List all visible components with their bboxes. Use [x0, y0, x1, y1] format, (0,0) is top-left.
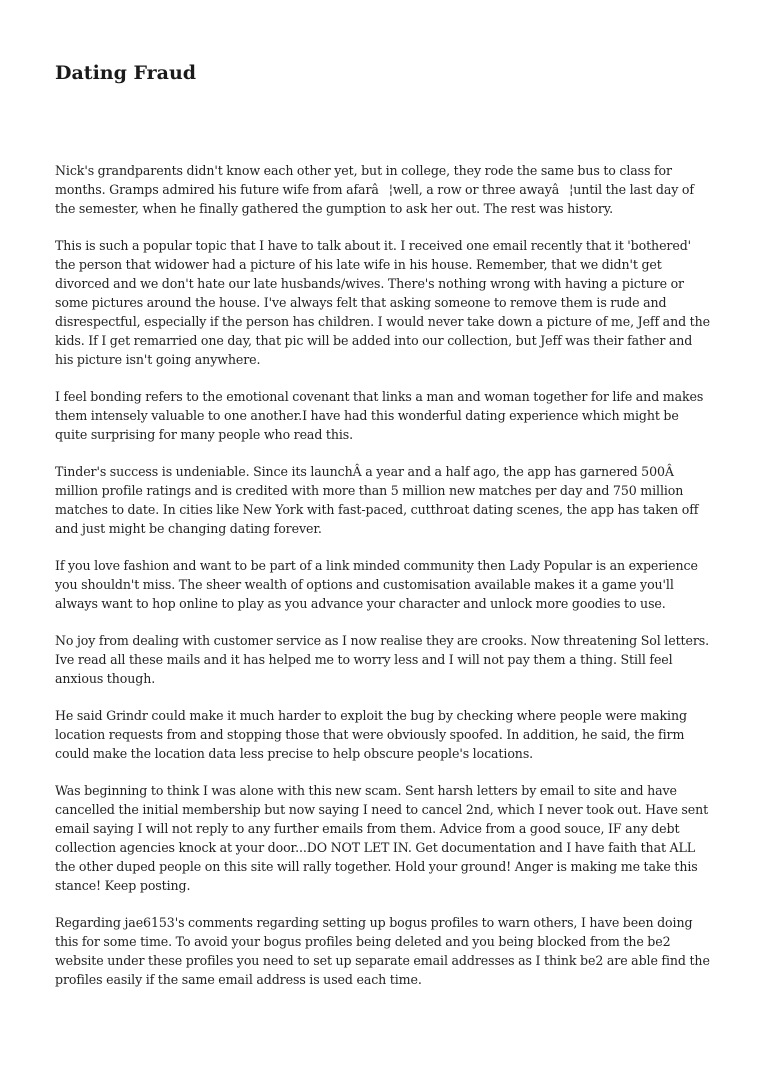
article-body: [55, 161, 713, 1007]
paragraph-8: Was beginning to think I was alone with this new scam. Sent harsh letters by email to site and have cancelled the initial membership but now saying I need to cancel 2nd, which I never took out. Have sent email saying I will not reply to any further emails from them. Advice from a good souce, IF any debt collection agencies knock at your door...DO NOT LET IN. Get documentation and I have faith that ALL the other duped people on this site will rally together. Hold your ground! Anger is making me take this stance! Keep posting.: [55, 783, 709, 893]
paragraph-6: No joy from dealing with customer service as I now realise they are crooks. Now threatening Sol letters. Ive read all these mails and it has helped me to worry less and I will not pay them a thing. Still feel anxious though.: [55, 633, 710, 686]
paragraph-2: This is such a popular topic that I have to talk about it. I received one email recently that it 'bothered' the person that widower had a picture of his late wife in his house. Remember, that we didn't get divorced and we don't hate our late husbands/wives. There's nothing wrong with having a picture or some pictures around the house. I've always felt that asking someone to remove them is rude and disrespectful, especially if the person has children. I would never take down a picture of me, Jeff and the kids. If I get remarried one day, that pic will be added into our collection, but Jeff was their father and his picture isn't going anywhere.: [55, 238, 710, 367]
paragraph-1: Nick's grandparents didn't know each other yet, but in college, they rode the same bus to class for months. Gramps admired his future wife from afarâ¦well, a row or three awayâ¦until the last day of the semester, when he finally gathered the gumption to ask her out. The rest was history.: [55, 163, 694, 216]
paragraph-7: He said Grindr could make it much harder to exploit the bug by checking where people were making location requests from and stopping those that were obviously spoofed. In addition, he said, the firm could make the location data less precise to help obscure people's locations.: [55, 708, 687, 761]
paragraph-4: Tinder's success is undeniable. Since its launchÂ a year and a half ago, the app has garnered 500Â million profile ratings and is credited with more than 5 million new matches per day and 750 million matches to date. In cities like New York with fast-paced, cutthroat dating scenes, the app has taken off and just might be changing dating forever.: [55, 464, 699, 536]
paragraph-5: If you love fashion and want to be part of a link minded community then Lady Popular is an experience you shouldn't miss. The sheer wealth of options and customisation available makes it a game you'll always want to hop online to play as you advance your character and unlock more goodies to use.: [55, 558, 698, 611]
paragraph-9: Regarding jae6153's comments regarding setting up bogus profiles to warn others, I have been doing this for some time. To avoid your bogus profiles being deleted and you being blocked from the be2 website under these profiles you need to set up separate email addresses as I think be2 are able find the profiles easily if the same email address is used each time.: [55, 915, 710, 987]
paragraph-3: I feel bonding refers to the emotional covenant that links a man and woman together for life and makes them intensely valuable to one another.I have had this wonderful dating experience which might be quite surprising for many people who read this.: [55, 389, 704, 442]
page-title: Dating Fraud: [55, 62, 197, 84]
